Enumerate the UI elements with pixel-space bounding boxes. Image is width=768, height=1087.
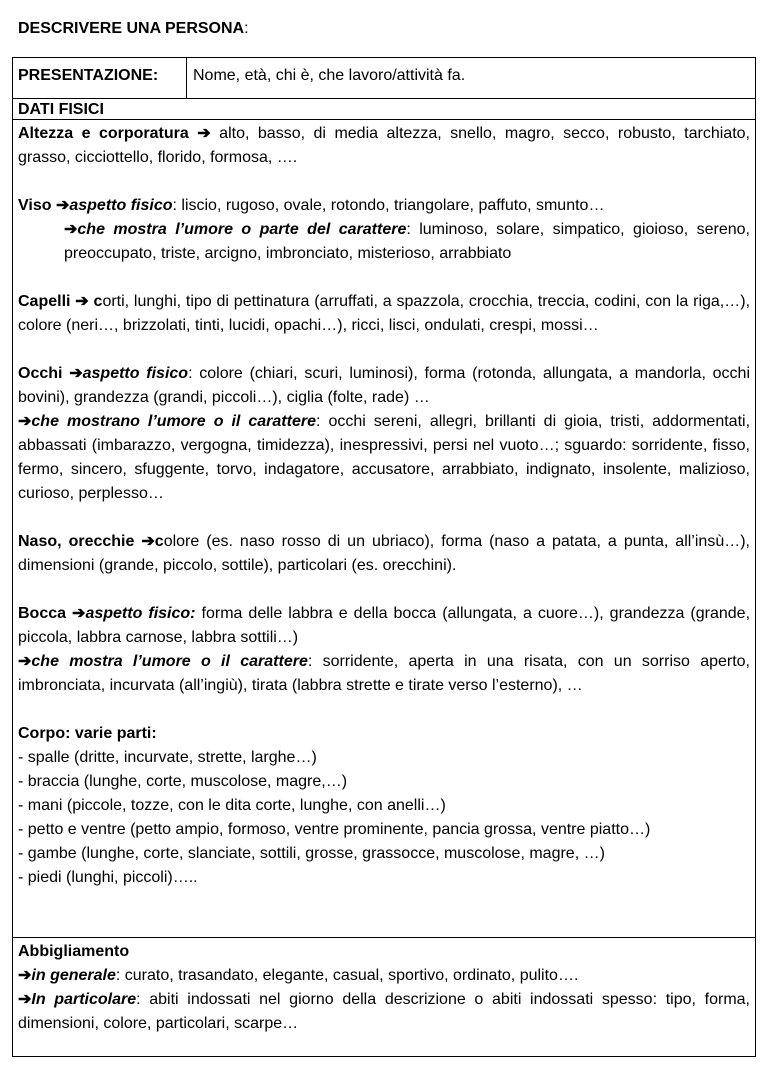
arrow-icon: ➔: [55, 197, 70, 214]
arrow-icon: ➔: [69, 365, 83, 382]
occhi-label: Occhi: [18, 365, 70, 382]
arrow-icon: ➔: [75, 293, 89, 310]
occhi-text-aspetto: : colore (chiari, scuri, luminosi), forma (rotonda, allungata, a mandorla, occhi bovini), grandezza (grandi, piccoli…), ciglia (folte, rade) …: [18, 365, 750, 406]
arrow-icon: ➔: [141, 533, 155, 550]
capelli-paragraph: [18, 290, 750, 338]
abbigliamento-text-particolare: : abiti indossati nel giorno della descrizione o abiti indossati spesso: tipo, forma, dimensioni, colore, particolari, scarpe…: [18, 991, 750, 1032]
bocca-label: Bocca: [18, 605, 73, 622]
capelli-label: Capelli: [18, 293, 76, 310]
altezza-paragraph: [18, 122, 750, 170]
list-item: - mani (piccole, tozze, con le dita corte, lunghe, con anelli…): [18, 797, 446, 814]
presentazione-label: PRESENTAZIONE:: [18, 67, 159, 84]
viso-text-aspetto: : liscio, rugoso, ovale, rotondo, triangolare, paffuto, smunto…: [172, 197, 605, 214]
altezza-text: alto, basso, di media altezza, snello, magro, secco, robusto, tarchiato, grasso, cicciottello, florido, formosa, ….: [18, 125, 750, 166]
presentazione-row: [13, 58, 755, 99]
list-item: - piedi (lunghi, piccoli)…..: [18, 869, 198, 886]
column-divider: [186, 58, 187, 98]
bocca-line-2: [18, 650, 750, 698]
naso-c: c: [154, 533, 164, 550]
bocca-paragraph: [18, 602, 750, 698]
bocca-sub-umore: che mostra l’umore o il carattere: [31, 653, 308, 670]
occhi-sub-aspetto: aspetto fisico: [82, 365, 189, 382]
list-item: - gambe (lunghe, corte, slanciate, sottili, grosse, grassocce, muscolose, magre, …): [18, 845, 605, 862]
viso-sub-aspetto: aspetto fisico: [69, 197, 173, 214]
abbigliamento-line-2: [18, 988, 750, 1036]
corpo-paragraph: [18, 722, 750, 890]
list-item: - braccia (lunghe, corte, muscolose, magre,…): [18, 773, 348, 790]
occhi-text-umore: : occhi sereni, allegri, brillanti di gioia, tristi, addormentati, abbassati (imbarazzo, vergogna, timidezza), inespressivi, persi nel vuoto…; sguardo: sorridente, fisso, fermo, sincero, sfuggente, torvo, indagatore, accusatore, arrabbiato, indignato, insolente, malizioso, curioso, perplesso…: [18, 413, 751, 502]
arrow-icon: ➔: [18, 991, 32, 1008]
dati-fisici-row: [13, 99, 755, 120]
bocca-line-1: [18, 602, 750, 650]
bocca-text-aspetto: forma delle labbra e della bocca (allungata, a cuore…), grandezza (grande, piccola, labbra carnose, labbra sottili…): [18, 605, 751, 646]
bocca-sub-aspetto: aspetto fisico:: [85, 605, 196, 622]
description-table: [12, 57, 756, 1057]
occhi-line-2: [18, 410, 750, 506]
naso-paragraph: [18, 530, 750, 578]
abbigliamento-label: Abbigliamento: [18, 943, 130, 960]
viso-sub-umore: che mostra l’umore o parte del carattere: [77, 221, 407, 238]
abbigliamento-line-1: [18, 964, 750, 988]
title-main: DESCRIVERE UNA PERSONA: [18, 20, 245, 37]
abbigliamento-section: [13, 938, 755, 1056]
abbigliamento-sub-generale: in generale: [31, 967, 116, 984]
bocca-text-umore: : sorridente, aperta in una risata, con un sorriso aperto, imbronciata, incurvata (all’ingiù), tirata (labbra strette e tirate verso l’esterno), …: [18, 653, 751, 694]
viso-text-umore: : luminoso, solare, simpatico, gioioso, sereno, preoccupato, triste, arcigno, imbronciato, misterioso, arrabbiato: [64, 221, 750, 262]
viso-line-2: [18, 218, 750, 266]
viso-line-1: [18, 194, 750, 218]
dati-fisici-content: [13, 120, 755, 938]
arrow-icon: ➔: [18, 413, 32, 430]
naso-label: Naso, orecchie: [18, 533, 142, 550]
viso-label: Viso: [18, 197, 56, 214]
naso-text: olore (es. naso rosso di un ubriaco), forma (naso a patata, a punta, all’insù…), dimensioni (grande, piccolo, sottile), particolari (es. orecchini).: [18, 533, 750, 574]
altezza-label: Altezza e corporatura: [18, 125, 189, 142]
dati-fisici-label: DATI FISICI: [18, 101, 104, 118]
occhi-sub-umore: che mostrano l’umore o il carattere: [31, 413, 316, 430]
occhi-paragraph: [18, 362, 750, 506]
presentazione-value: Nome, età, chi è, che lavoro/attività fa.: [193, 67, 466, 84]
arrow-icon: ➔: [18, 967, 32, 984]
arrow-icon: ➔: [64, 221, 78, 238]
page-title: [18, 18, 249, 40]
corpo-label: Corpo: varie parti:: [18, 725, 157, 742]
title-colon: :: [244, 20, 249, 37]
abbigliamento-text-generale: : curato, trasandato, elegante, casual, sportivo, ordinato, pulito….: [115, 967, 579, 984]
list-item: - petto e ventre (petto ampio, formoso, ventre prominente, pancia grossa, ventre piatto…): [18, 821, 651, 838]
occhi-line-1: [18, 362, 750, 410]
arrow-icon: ➔: [197, 125, 211, 142]
list-item: - spalle (dritte, incurvate, strette, larghe…): [18, 749, 317, 766]
abbigliamento-sub-particolare: In particolare: [31, 991, 137, 1008]
capelli-text: orti, lunghi, tipo di pettinatura (arruffati, a spazzola, crocchia, treccia, codini, con la riga,…), colore (neri…, brizzolati, tinti, lucidi, opachi…), ricci, lisci, ondulati, crespi, mossi…: [18, 293, 751, 334]
viso-paragraph: [18, 194, 750, 266]
arrow-icon: ➔: [18, 653, 32, 670]
arrow-icon: ➔: [72, 605, 86, 622]
capelli-c: c: [88, 293, 103, 310]
